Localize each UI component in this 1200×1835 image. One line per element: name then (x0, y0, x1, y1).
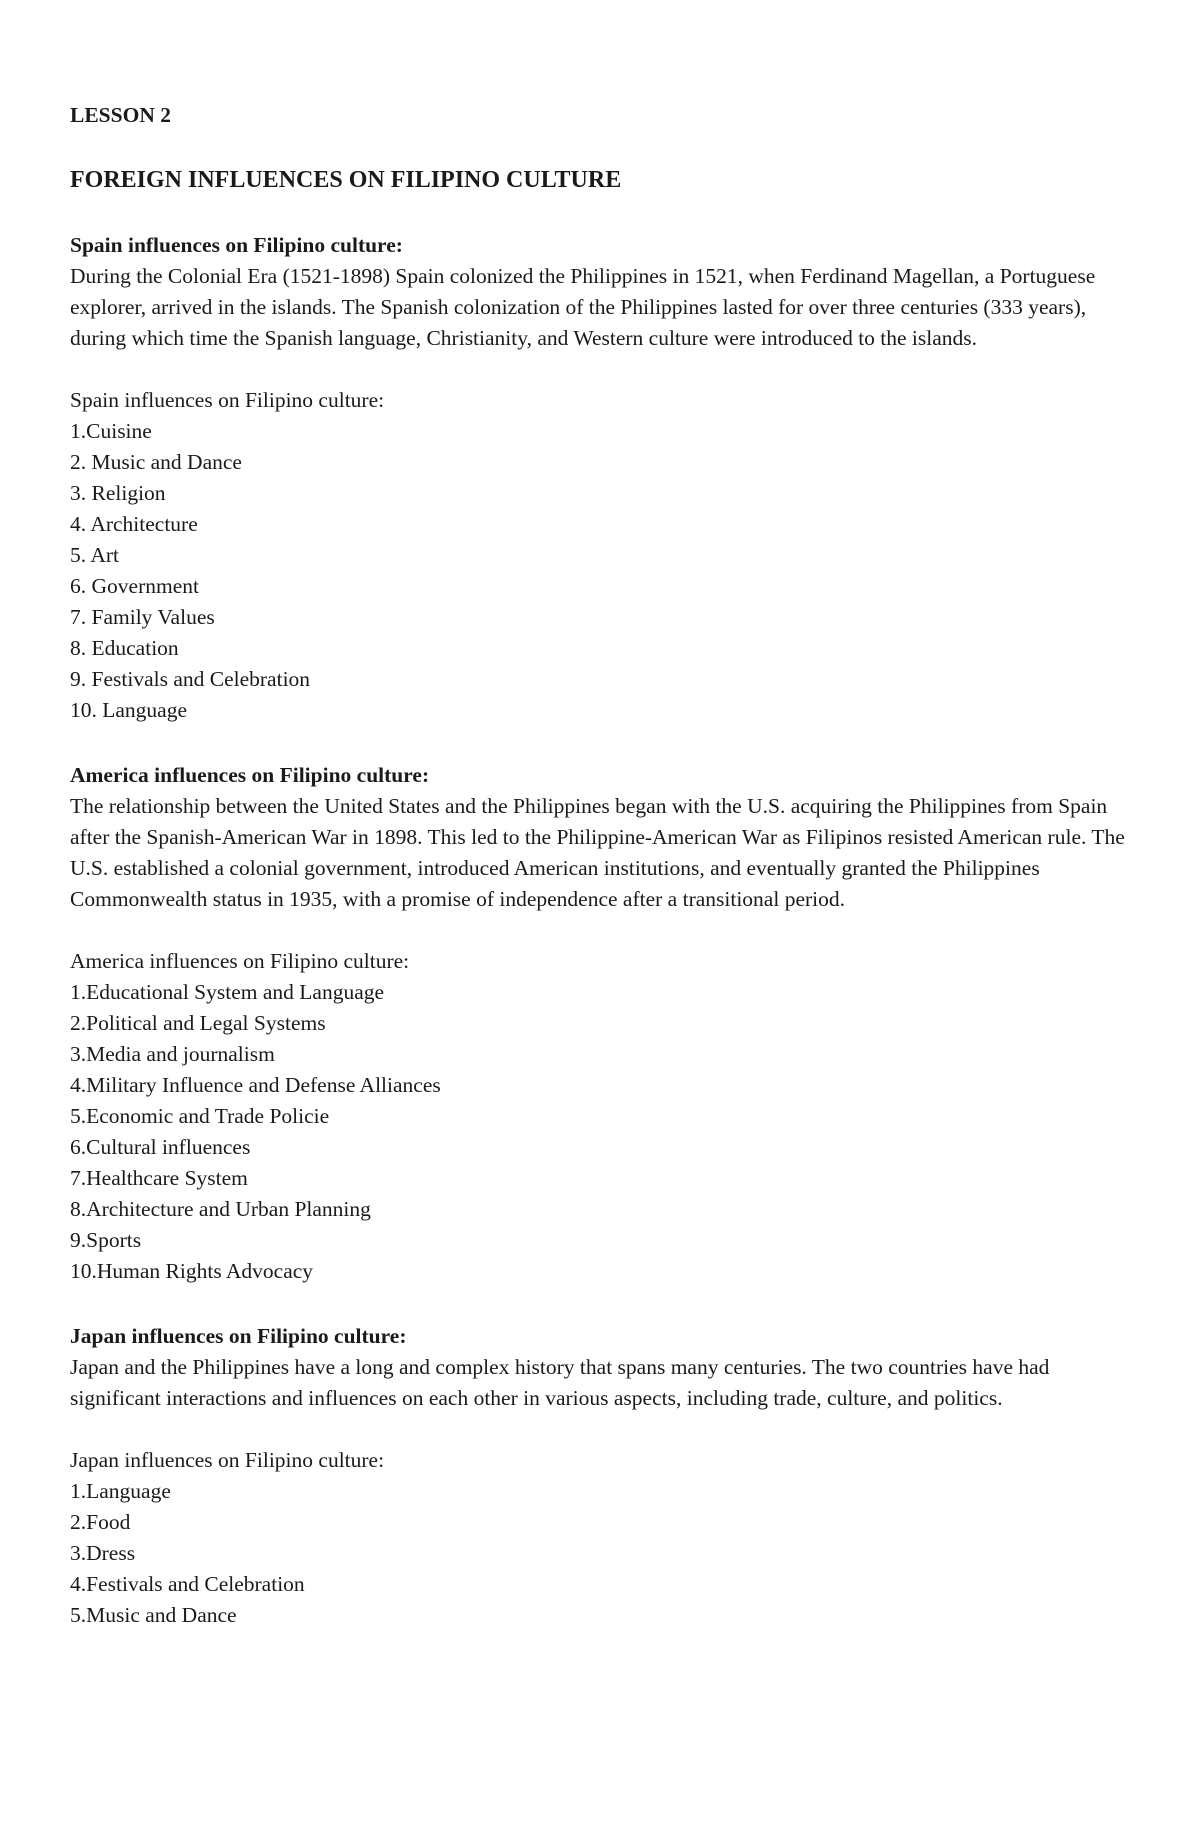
lesson-label: LESSON 2 (70, 103, 171, 127)
list-item: 5. Art (70, 543, 119, 567)
list-item: 1.Cuisine (70, 419, 152, 443)
list-item: 4.Military Influence and Defense Alliances (70, 1073, 441, 1097)
list-item: 9. Festivals and Celebration (70, 667, 311, 691)
list-item: 4. Architecture (70, 512, 198, 536)
section-spain (70, 230, 1130, 726)
list-item: 5.Music and Dance (70, 1603, 237, 1627)
section-japan (70, 1321, 1130, 1631)
influence-list-block (70, 1445, 1130, 1631)
list-item: 2.Political and Legal Systems (70, 1011, 326, 1035)
list-item: 3.Media and journalism (70, 1042, 275, 1066)
influence-list (70, 1476, 1130, 1631)
list-item: 6.Cultural influences (70, 1135, 251, 1159)
section-america (70, 760, 1130, 1287)
section-heading: America influences on Filipino culture: (70, 763, 430, 787)
page-title: FOREIGN INFLUENCES ON FILIPINO CULTURE (70, 167, 622, 193)
influence-list-block (70, 385, 1130, 726)
list-item: 1.Language (70, 1479, 171, 1503)
list-item: 10. Language (70, 698, 188, 722)
document-page (70, 100, 1130, 1631)
list-item: 4.Festivals and Celebration (70, 1572, 305, 1596)
list-item: 1.Educational System and Language (70, 980, 385, 1004)
list-item: 5.Economic and Trade Policie (70, 1104, 330, 1128)
section-paragraph: Japan and the Philippines have a long and complex history that spans many centuries. The two countries have had significant interactions and influences on each other in various aspects, including trade, culture, and politics. (70, 1355, 1050, 1410)
section-paragraph: The relationship between the United States and the Philippines began with the U.S. acquiring the Philippines from Spain after the Spanish-American War in 1898. This led to the Philippine-American War as Filipinos resisted American rule. The U.S. established a colonial government, introduced American institutions, and eventually granted the Philippines Commonwealth status in 1935, with a promise of independence after a transitional period. (70, 794, 1125, 911)
influence-list-block (70, 946, 1130, 1287)
list-item: 9.Sports (70, 1228, 142, 1252)
list-item: 7. Family Values (70, 605, 215, 629)
list-item: 8. Education (70, 636, 179, 660)
list-item: 3. Religion (70, 481, 166, 505)
list-intro: America influences on Filipino culture: (70, 949, 410, 973)
list-intro: Spain influences on Filipino culture: (70, 388, 385, 412)
list-item: 10.Human Rights Advocacy (70, 1259, 314, 1283)
list-item: 2.Food (70, 1510, 131, 1534)
section-paragraph: During the Colonial Era (1521-1898) Spain colonized the Philippines in 1521, when Ferdinand Magellan, a Portuguese explorer, arrived in the islands. The Spanish colonization of the Philippines lasted for over three centuries (333 years), during which time the Spanish language, Christianity, and Western culture were introduced to the islands. (70, 264, 1096, 350)
list-item: 2. Music and Dance (70, 450, 242, 474)
list-intro: Japan influences on Filipino culture: (70, 1448, 385, 1472)
influence-list (70, 416, 1130, 726)
list-item: 3.Dress (70, 1541, 136, 1565)
influence-list (70, 977, 1130, 1287)
section-heading: Spain influences on Filipino culture: (70, 233, 403, 257)
list-item: 8.Architecture and Urban Planning (70, 1197, 371, 1221)
list-item: 6. Government (70, 574, 199, 598)
section-heading: Japan influences on Filipino culture: (70, 1324, 407, 1348)
list-item: 7.Healthcare System (70, 1166, 248, 1190)
